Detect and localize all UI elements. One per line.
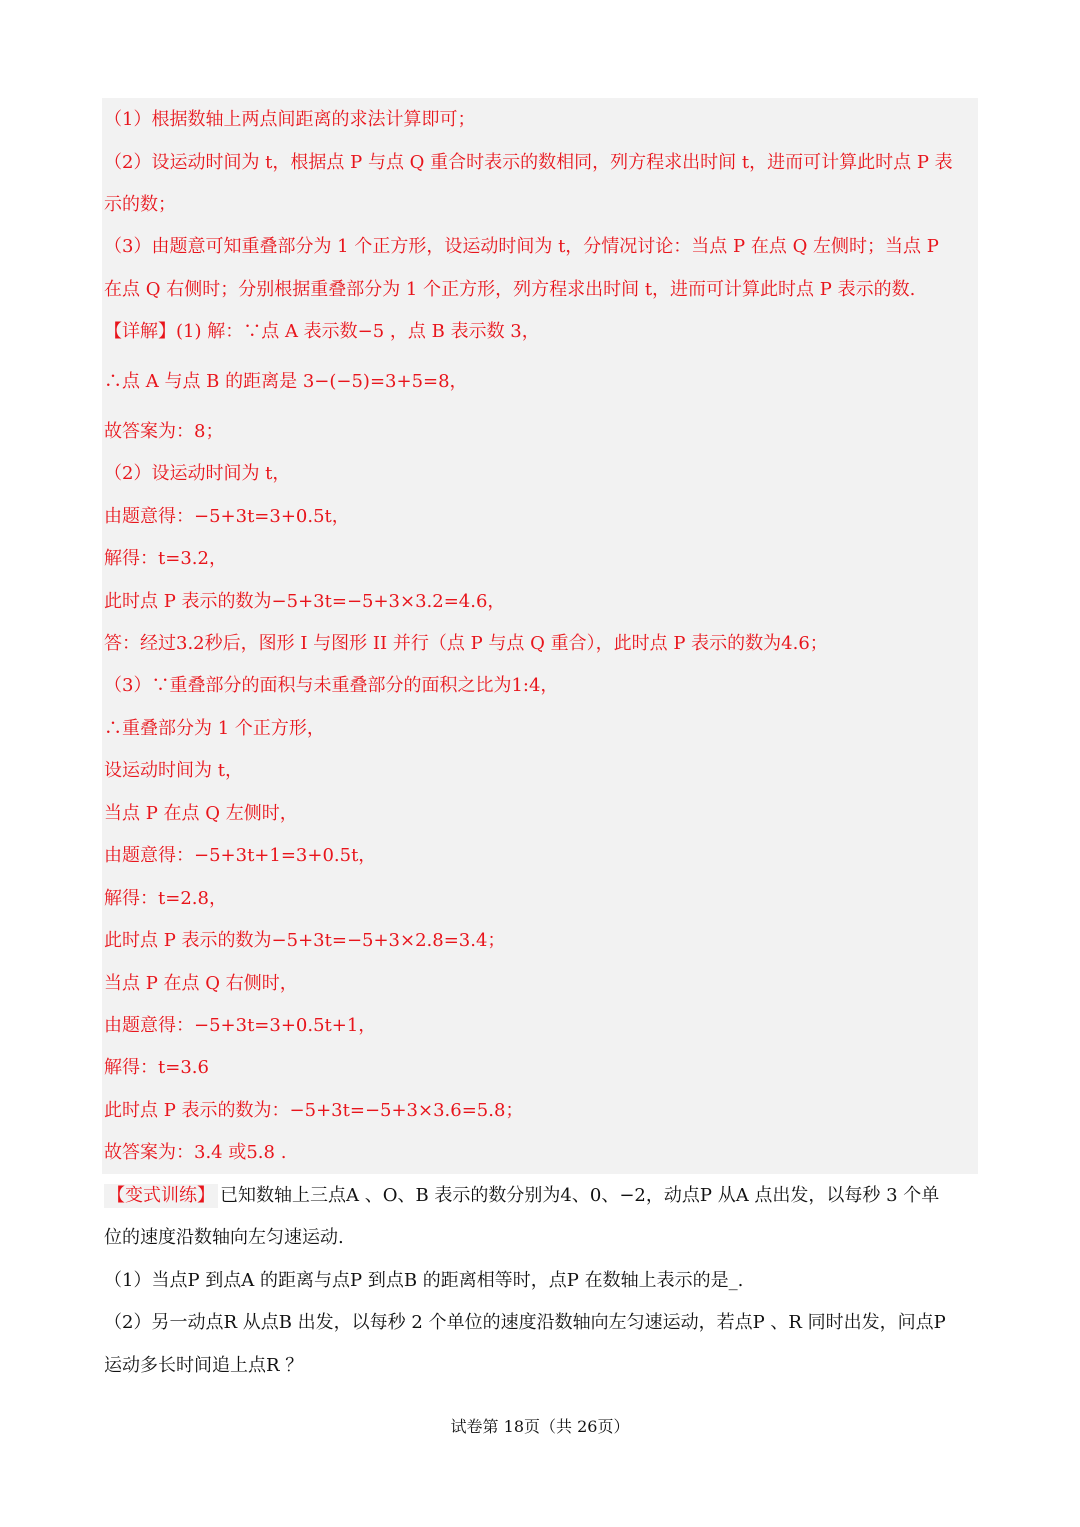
step-line: 由题意得：−5+3t+1=3+0.5t， [104, 845, 377, 866]
step-line: 故答案为：3.4 或5.8 . [104, 1142, 287, 1163]
detail-line [104, 320, 978, 344]
exercise-text: 已知数轴上三点A 、O、B 表示的数分别为4、0、−2，动点P 从A 点出发，以每秒 3 个单 [220, 1185, 940, 1206]
step-text: (1) 解：∵点 A 表示数−5 ，点 B 表示数 3， [176, 321, 540, 342]
exercise-line [104, 1184, 978, 1208]
step-line: ∴重叠部分为 1 个正方形， [104, 718, 325, 739]
analysis-line: （3）由题意可知重叠部分为 1 个正方形，设运动时间为 t，分情况讨论：当点 P 在点 Q 左侧时；当点 P [104, 236, 939, 257]
step-line: （2）设运动时间为 t， [104, 463, 291, 484]
step-line: 由题意得：−5+3t=3+0.5t， [104, 506, 350, 527]
step-line: ∴点 A 与点 B 的距离是 3−(−5)=3+5=8， [104, 371, 468, 392]
exercise-line: （1）当点P 到点A 的距离与点P 到点B 的距离相等时，点P 在数轴上表示的是_. [104, 1270, 744, 1291]
analysis-line: （2）设运动时间为 t，根据点 P 与点 Q 重合时表示的数相同，列方程求出时间 t，进而可计算此时点 P 表 [104, 152, 953, 173]
step-line: 当点 P 在点 Q 左侧时， [104, 803, 298, 824]
exercise-line: （2）另一动点R 从点B 出发，以每秒 2 个单位的速度沿数轴向左匀速运动，若点P 、R 同时出发，问点P [104, 1312, 946, 1333]
step-line: 故答案为：8； [104, 421, 224, 442]
step-line: 由题意得：−5+3t=3+0.5t+1， [104, 1015, 377, 1036]
detail-tag: 【详解】 [104, 321, 176, 342]
analysis-line: 在点 Q 右侧时；分别根据重叠部分为 1 个正方形，列方程求出时间 t，进而可计算此时点 P 表示的数. [104, 279, 916, 300]
step-line: （3）∵重叠部分的面积与未重叠部分的面积之比为1:4， [104, 675, 559, 696]
page-footer: 试卷第 18页（共 26页） [450, 1417, 630, 1436]
step-line: 解得：t=3.6 [104, 1057, 209, 1078]
step-line: 解得：t=2.8， [104, 888, 227, 909]
exercise-line: 位的速度沿数轴向左匀速运动. [104, 1227, 344, 1248]
step-line: 当点 P 在点 Q 右侧时， [104, 973, 298, 994]
exercise-tag: 【变式训练】 [104, 1184, 218, 1208]
step-line: 答：经过3.2秒后，图形 I 与图形 II 并行（点 P 与点 Q 重合），此时点 P 表示的数为4.6； [104, 633, 828, 654]
analysis-line: 示的数； [104, 194, 176, 215]
analysis-line: （1）根据数轴上两点间距离的求法计算即可； [104, 109, 476, 130]
step-line: 此时点 P 表示的数为：−5+3t=−5+3×3.6=5.8； [104, 1100, 524, 1121]
step-line: 此时点 P 表示的数为−5+3t=−5+3×3.2=4.6， [104, 591, 506, 612]
step-line: 此时点 P 表示的数为−5+3t=−5+3×2.8=3.4； [104, 930, 506, 951]
step-line: 设运动时间为 t， [104, 760, 243, 781]
exercise-line: 运动多长时间追上点R ？ [104, 1355, 304, 1376]
step-line: 解得：t=3.2， [104, 548, 227, 569]
